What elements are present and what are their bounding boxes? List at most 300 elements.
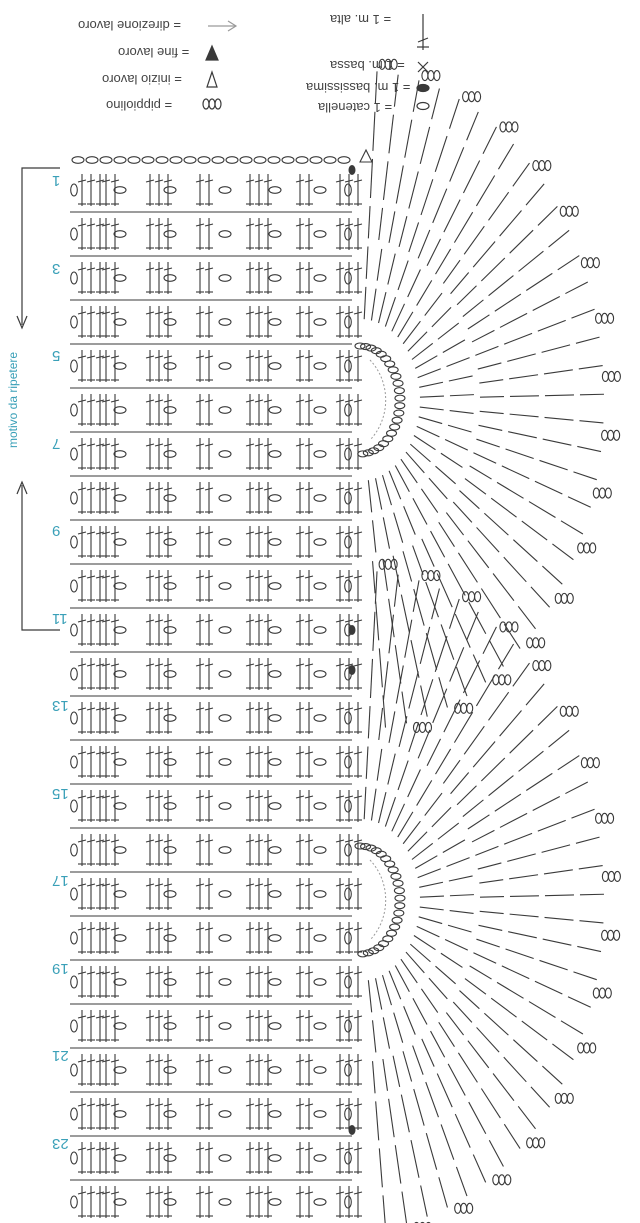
fan-tall-stitch [448, 564, 465, 596]
fan-tall-stitch [377, 249, 382, 281]
chain-stitch [314, 803, 326, 810]
chain-stitch [71, 1196, 78, 1208]
fan-tall-stitch [379, 648, 382, 687]
chain-stitch [71, 580, 78, 592]
fan-tall-stitch [366, 246, 368, 278]
fan-tall-stitch [519, 251, 544, 271]
fan-tall-stitch [446, 1013, 463, 1036]
fan-tall-stitch [401, 595, 409, 633]
fan-tall-stitch [579, 866, 603, 869]
chain-stitch [164, 363, 176, 370]
fan-tall-stitch [373, 612, 375, 651]
fan-tall-stitch [577, 946, 601, 951]
fan-tall-stitch [477, 527, 500, 552]
fan-tall-stitch [540, 960, 568, 969]
fan-tall-stitch [375, 71, 377, 103]
fan-tall-stitch [392, 804, 405, 831]
fan-chain-stitch [393, 880, 403, 886]
fan-tall-stitch [443, 260, 460, 283]
fan-tall-stitch [403, 1051, 412, 1081]
row-number-label: 17 [52, 872, 69, 889]
fan-tall-stitch [436, 749, 451, 774]
chain-stitch [71, 1152, 78, 1164]
fan-tall-stitch [439, 522, 455, 546]
fan-tall-stitch [435, 136, 447, 172]
fan-tall-stitch [522, 1021, 547, 1040]
fan-tall-stitch [493, 1073, 514, 1100]
chain-stitch [114, 935, 126, 942]
picot [461, 703, 467, 713]
chain-stitch [164, 847, 176, 854]
chain-stitch [164, 1155, 176, 1162]
chain-stitch [71, 932, 78, 944]
picot [461, 1203, 467, 1213]
fan-tall-stitch [542, 1066, 562, 1084]
chain-stitch [269, 363, 281, 370]
picot [593, 258, 599, 268]
picot [379, 559, 385, 569]
picot [505, 675, 511, 685]
fan-tall-stitch [498, 644, 513, 669]
fan-tall-stitch [463, 660, 479, 692]
chain-stitch [219, 187, 231, 194]
fan-tall-stitch [542, 566, 562, 584]
fan-tall-stitch [420, 896, 444, 897]
fan-tall-stitch [510, 414, 539, 417]
picot [587, 258, 593, 268]
fan-tall-stitch [420, 627, 429, 664]
chain-stitch [345, 712, 352, 724]
bassissima-stitch [349, 665, 356, 675]
bassissima-stitch [349, 1125, 356, 1135]
fan-tall-stitch [412, 843, 433, 859]
fan-tall-stitch [443, 840, 465, 853]
chain-stitch [219, 759, 231, 766]
fan-tall-stitch [529, 1002, 555, 1018]
fan-tall-stitch [412, 343, 433, 359]
chain-stitch [164, 583, 176, 590]
fan-tall-stitch [504, 1124, 520, 1148]
fan-tall-stitch [419, 382, 443, 387]
chain-stitch [114, 231, 126, 238]
chain-stitch [114, 891, 126, 898]
legend-fine-lavoro-text: = fine lavoro [118, 45, 190, 60]
fan-tall-stitch [396, 166, 403, 204]
chain-stitch [314, 1067, 326, 1074]
chain-stitch [269, 583, 281, 590]
chain-stitch [314, 539, 326, 546]
fan-chain-stitch [358, 951, 368, 957]
picot [599, 988, 605, 998]
chain-stitch [269, 1199, 281, 1206]
fan-tall-stitch [513, 540, 537, 562]
picot [505, 1175, 511, 1185]
fan-tall-stitch [368, 480, 371, 512]
picot [584, 543, 590, 553]
direction-arrow [370, 360, 386, 440]
fan-tall-stitch [436, 249, 451, 274]
chain-stitch [314, 495, 326, 502]
fan-tall-stitch [495, 794, 521, 811]
fan-tall-stitch [419, 882, 443, 887]
chain-stitch [71, 844, 78, 856]
fan-tall-stitch [568, 497, 591, 508]
fan-tall-stitch [565, 282, 587, 294]
fan-tall-stitch [399, 216, 407, 247]
picot [475, 592, 481, 602]
chain-stitch [226, 157, 238, 164]
fan-tall-stitch [445, 940, 468, 951]
chain-stitch [269, 1067, 281, 1074]
fan-tall-stitch [571, 809, 594, 818]
picot [614, 930, 620, 940]
chain-stitch [71, 1020, 78, 1032]
fan-tall-stitch [421, 1185, 428, 1216]
picot [608, 313, 614, 323]
legend-catenella-text: = 1 catenella [318, 100, 393, 115]
fan-tall-stitch [392, 304, 405, 331]
chain-stitch [269, 495, 281, 502]
chain-stitch [156, 157, 168, 164]
fan-tall-stitch [389, 115, 394, 154]
fan-tall-stitch [506, 949, 534, 958]
chain-stitch [345, 228, 352, 240]
chain-stitch [314, 583, 326, 590]
fan-tall-stitch [419, 917, 442, 924]
row-number-label: 15 [52, 784, 69, 802]
picot [560, 706, 566, 716]
fan-tall-stitch [467, 112, 479, 140]
chain-stitch [314, 407, 326, 414]
row-number-label: 5 [52, 347, 61, 364]
fan-tall-stitch [395, 466, 409, 492]
chain-stitch [219, 803, 231, 810]
fan-tall-stitch [576, 837, 600, 843]
fan-tall-stitch [468, 815, 490, 829]
picot [596, 813, 602, 823]
fan-tall-stitch [404, 1006, 416, 1034]
legend-m-bassissima-text: = 1 m. bassissima [306, 80, 411, 95]
fan-chain-stitch [385, 861, 395, 867]
row-number-label: 21 [52, 1047, 69, 1064]
chain-stitch [219, 1111, 231, 1118]
fan-tall-stitch [364, 787, 366, 819]
chain-stitch [314, 1023, 326, 1030]
fan-tall-stitch [439, 1177, 448, 1207]
fan-tall-stitch [432, 807, 451, 826]
fan-tall-stitch [510, 396, 539, 397]
chain-stitch [269, 407, 281, 414]
fan-tall-stitch [576, 337, 600, 343]
fan-chain-stitch [388, 367, 398, 373]
fan-tall-stitch [558, 256, 580, 270]
chain-stitch [345, 800, 352, 812]
fan-tall-stitch [481, 758, 504, 781]
chain-stitch [219, 627, 231, 634]
chain-stitch [114, 715, 126, 722]
chain-stitch [314, 759, 326, 766]
chain-stitch [114, 319, 126, 326]
fan-chain-stitch [394, 410, 404, 416]
chain-stitch [219, 1199, 231, 1206]
fan-tall-stitch [450, 895, 474, 896]
fan-tall-stitch [409, 172, 418, 209]
picot [566, 706, 572, 716]
chain-stitch [164, 935, 176, 942]
fan-tall-stitch [506, 449, 534, 458]
fan-tall-stitch [491, 998, 516, 1017]
fan-tall-stitch [544, 370, 573, 374]
fan-tall-stitch [500, 710, 522, 736]
fan-tall-stitch [405, 120, 412, 158]
picot [469, 592, 475, 602]
picot [533, 1138, 539, 1148]
fan-tall-stitch [408, 769, 421, 796]
fan-chain-stitch [385, 361, 395, 367]
fan-tall-stitch [533, 296, 560, 310]
fan-tall-stitch [519, 751, 544, 771]
fan-tall-stitch [413, 998, 427, 1024]
chain-stitch [269, 451, 281, 458]
picot [533, 661, 539, 671]
chain-stitch [219, 1155, 231, 1162]
picot [422, 571, 428, 581]
fan-tall-stitch [561, 521, 583, 534]
picot [614, 430, 620, 440]
start-triangle [360, 150, 372, 162]
picot [379, 59, 385, 69]
fan-tall-stitch [483, 127, 496, 154]
fan-tall-stitch [571, 309, 594, 318]
fan-tall-stitch [476, 939, 499, 947]
fan-tall-stitch [379, 292, 386, 323]
fan-tall-stitch [448, 1064, 465, 1096]
picot [434, 571, 440, 581]
fan-tall-stitch [447, 358, 470, 367]
fan-tall-stitch [385, 797, 395, 826]
fan-chain-stitch [358, 451, 368, 457]
fan-tall-stitch [420, 907, 444, 910]
chain-stitch [282, 157, 294, 164]
fan-tall-stitch [399, 716, 407, 747]
fan-tall-stitch [394, 575, 398, 607]
fan-tall-stitch [458, 553, 477, 583]
chain-stitch [254, 157, 266, 164]
fan-tall-stitch [545, 395, 574, 396]
fan-tall-stitch [544, 870, 573, 874]
fan-tall-stitch [510, 230, 533, 253]
picot [605, 488, 611, 498]
fan-tall-stitch [435, 966, 455, 984]
fan-tall-stitch [417, 926, 440, 937]
chain-stitch [345, 580, 352, 592]
chain-stitch [164, 979, 176, 986]
fan-tall-stitch [545, 895, 574, 896]
chain-stitch [269, 847, 281, 854]
chain-stitch [269, 979, 281, 986]
fan-chain-stitch [390, 924, 400, 930]
fan-tall-stitch [443, 340, 465, 353]
fan-tall-stitch [580, 394, 604, 395]
chain-stitch [345, 184, 352, 196]
chain-stitch [100, 157, 112, 164]
row-number-label: 1 [52, 172, 61, 189]
chain-stitch [219, 407, 231, 414]
chain-stitch [114, 627, 126, 634]
chain-stitch [219, 1023, 231, 1030]
chain-stitch [345, 536, 352, 548]
fan-tall-stitch [432, 307, 451, 326]
chain-stitch [114, 157, 126, 164]
fan-tall-stitch [437, 1074, 452, 1108]
fan-tall-stitch [480, 411, 504, 413]
row-number-label: 7 [52, 434, 61, 452]
chain-stitch [219, 715, 231, 722]
chain-stitch [71, 756, 78, 768]
chain-stitch [345, 756, 352, 768]
fan-tall-stitch [500, 210, 522, 236]
chain-stitch [268, 157, 280, 164]
picot [467, 703, 473, 713]
fan-tall-stitch [502, 466, 529, 479]
fan-tall-stitch [491, 498, 516, 517]
fan-tall-stitch [389, 971, 401, 999]
fan-tall-stitch [480, 397, 504, 398]
picot [608, 813, 614, 823]
fan-tall-stitch [561, 1021, 583, 1034]
chain-stitch [314, 847, 326, 854]
fan-tall-stitch [389, 211, 395, 242]
chain-stitch [71, 404, 78, 416]
picot [527, 1138, 533, 1148]
chain-stitch [114, 979, 126, 986]
fan-tall-stitch [495, 294, 521, 311]
fan-tall-stitch [395, 966, 409, 992]
fan-tall-stitch [450, 647, 464, 681]
fan-tall-stitch [371, 289, 376, 321]
fan-tall-stitch [432, 89, 440, 120]
fan-tall-stitch [464, 726, 484, 754]
fan-tall-stitch [417, 426, 440, 437]
fan-tall-stitch [454, 712, 472, 742]
fan-tall-stitch [463, 160, 479, 192]
direction-arrow [370, 860, 386, 940]
chain-stitch [164, 1199, 176, 1206]
fan-tall-stitch [432, 589, 440, 620]
fan-tall-stitch [421, 489, 437, 513]
picot [545, 661, 551, 671]
chain-stitch [114, 407, 126, 414]
fan-tall-stitch [526, 684, 544, 705]
picot [602, 813, 608, 823]
chain-stitch [71, 888, 78, 900]
fan-tall-stitch [370, 659, 372, 698]
fan-tall-stitch [463, 800, 484, 817]
fan-tall-stitch [373, 112, 375, 151]
fan-tall-stitch [481, 588, 500, 618]
chain-stitch [219, 847, 231, 854]
fan-tall-stitch [450, 911, 474, 914]
chain-stitch [164, 495, 176, 502]
picot [555, 1093, 561, 1103]
picot [425, 722, 431, 732]
picot [512, 622, 518, 632]
picot [419, 722, 425, 732]
fan-tall-stitch [472, 330, 494, 342]
fan-tall-stitch [468, 315, 490, 329]
chain-stitch [269, 1155, 281, 1162]
fan-tall-stitch [413, 498, 427, 524]
picot [602, 871, 608, 881]
legend-m-bassa-text: = 1 m. bassa [330, 58, 405, 73]
fan-tall-stitch [364, 287, 366, 319]
fan-tall-stitch [473, 453, 496, 464]
fan-tall-stitch [426, 633, 436, 670]
fan-tall-stitch [465, 979, 486, 995]
picot [602, 371, 608, 381]
fan-tall-stitch [438, 323, 459, 339]
fan-tall-stitch [383, 1195, 386, 1223]
fan-tall-stitch [413, 80, 419, 111]
fan-tall-stitch [543, 939, 572, 945]
fan-tall-stitch [370, 159, 372, 198]
fan-tall-stitch [450, 411, 474, 414]
picot [506, 122, 512, 132]
fan-tall-stitch [366, 746, 368, 778]
fan-tall-stitch [470, 966, 492, 979]
picot [602, 930, 608, 940]
chain-stitch [219, 231, 231, 238]
picot [599, 488, 605, 498]
fan-tall-stitch [476, 175, 494, 205]
fan-tall-stitch [473, 741, 495, 767]
chain-stitch [71, 712, 78, 724]
fan-tall-stitch [448, 425, 471, 432]
fan-tall-stitch [379, 792, 386, 823]
chain-stitch [198, 157, 210, 164]
chain-stitch [114, 583, 126, 590]
fan-tall-stitch [526, 273, 552, 290]
fan-tall-stitch [535, 981, 562, 994]
fan-tall-stitch [420, 127, 429, 164]
picot [455, 1203, 461, 1213]
chain-stitch [269, 671, 281, 678]
fan-tall-stitch [420, 396, 444, 397]
fan-tall-stitch [383, 695, 386, 727]
chain-stitch [71, 1064, 78, 1076]
fan-tall-stitch [478, 363, 502, 369]
picot [602, 430, 608, 440]
chain-stitch [219, 891, 231, 898]
chain-stitch [71, 228, 78, 240]
fan-tall-stitch [535, 481, 562, 494]
fan-tall-stitch [373, 1061, 376, 1093]
chain-stitch [114, 1199, 126, 1206]
fan-tall-stitch [456, 667, 467, 696]
fan-tall-stitch [518, 1106, 535, 1129]
picot [566, 206, 572, 216]
fan-tall-stitch [373, 561, 376, 593]
fan-tall-stitch [375, 571, 377, 603]
fan-tall-stitch [473, 1155, 485, 1183]
fan-tall-stitch [425, 293, 442, 316]
fan-tall-stitch [449, 876, 473, 881]
picot [578, 543, 584, 553]
chain-stitch [269, 319, 281, 326]
fan-tall-stitch [419, 417, 442, 424]
fan-tall-stitch [475, 346, 498, 355]
fan-tall-stitch [522, 521, 547, 540]
